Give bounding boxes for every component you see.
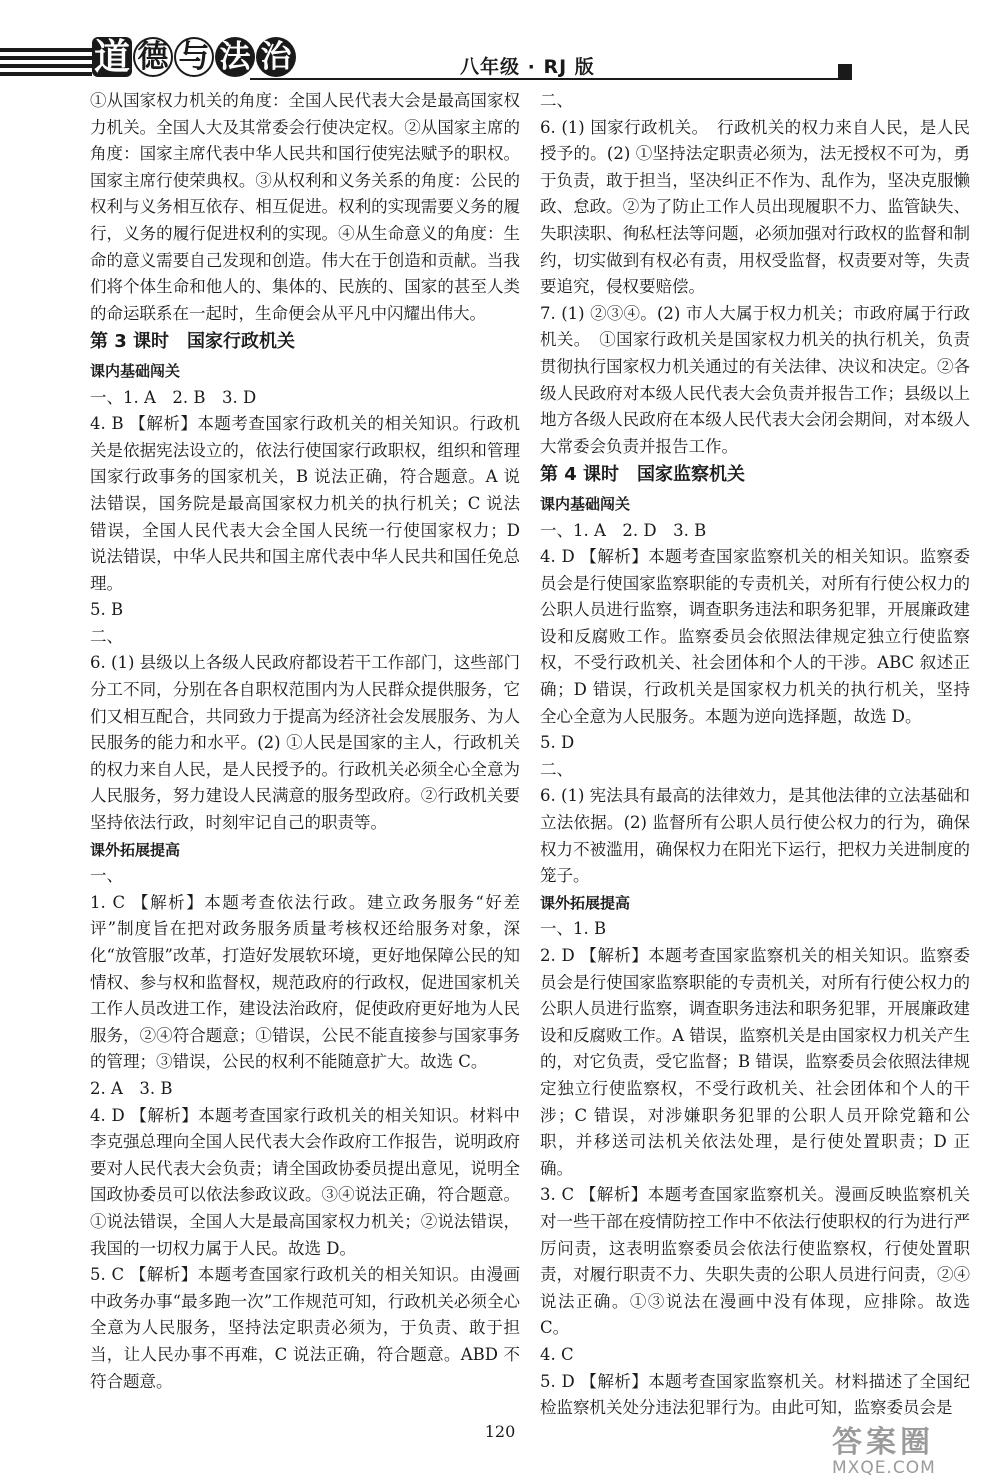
answer-paragraph: 一、1. A 2. B 3. D [90, 387, 257, 407]
answer-paragraph: 4. B 【解析】本题考查国家行政机关的相关知识。行政机关是依据宪法设立的，依法行使国家行政职权，组织和管理国家行政事务的国家机关，B 说法正确，符合题意。A 说法错误，国务院是最高国家权力机关的执行机关；C 说法错误，全国人民代表大会全国人民统一行使国家权力；D 说法错误，中华人民共和国主席代表中华人民共和国任免总理。 [90, 414, 520, 593]
page-number: 120 [484, 1422, 516, 1441]
answer-paragraph: 一、 [90, 866, 123, 886]
logo-char: 与 [174, 37, 214, 77]
watermark-stamp: 答案圈 MXQE.COM [832, 1425, 936, 1478]
answer-paragraph: 4. C [540, 1344, 574, 1364]
answer-paragraph: 1. C 【解析】本题考查依法行政。建立政务服务“好差评”制度旨在把对政务服务质量考核权还给服务对象，深化“放管服”改革，打造好发展软环境，更好地保障公民的知情权、参与权和监督权，规范政府的行政权，促进国家机关工作人员改进工作，建设法治政府，促使政府更好地为人民服务，②④符合题意；①错误，公民不能直接参与国家事务的管理；③错误，公民的权利不能随意扩大。故选 C。 [90, 892, 520, 1072]
logo-char: 治 [256, 37, 296, 77]
answer-paragraph: 2. D 【解析】本题考查国家监察机关的相关知识。监察委员会是行使国家监察职能的专责机关，对所有行使公权力的公职人员进行监察，调查职务违法和职务犯罪，开展廉政建设和反腐败工作。A 错误，监察机关是由国家权力机关产生的，对它负责，受它监督；B 错误，监察委员会依照法律规定独立行使监察权，不受行政机关、社会团体和个人的干涉；C 错误，对涉嫌职务犯罪的公职人员开除党籍和公职，并移送司法机关依法处理，是行使处置职责；D 正确。 [540, 946, 970, 1178]
answer-paragraph: 6. (1) 国家行政机关。 行政机关的权力来自人民，是人民授予的。(2) ①坚持法定职责必须为，法无授权不可为，勇于负责，敢于担当，坚决纠正不作为、乱作为，坚决克服懒政、怠政。②为了防止工作人员出现履职不力、监管缺失、失职渎职、徇私枉法等问题，必须加强对行政权的监督和制约，切实做到有权必有责，用权受监督，权责要对等，失责要追究，侵权要赔偿。 [540, 117, 970, 297]
logo-char: 德 [133, 37, 173, 77]
answer-paragraph: 二、 [540, 91, 573, 110]
subject-logo [92, 30, 297, 84]
answer-paragraph: 6. (1) 宪法具有最高的法律效力，是其他法律的立法基础和立法依据。(2) 监督所有公职人员行使公权力的行为，确保权力不被滥用，确保权力在阳光下运行，把权力关进制度的笼子。 [540, 786, 970, 886]
left-column [90, 88, 520, 1395]
answer-paragraph: 5. D 【解析】本题考查国家监察机关。材料描述了全国纪检监察机关处分违法犯罪行为。由此可知，监察委员会是 [540, 1371, 970, 1418]
answer-paragraph: 二、 [540, 759, 573, 779]
section-heading: 课内基础闯关 [540, 494, 631, 513]
right-column [540, 88, 970, 1422]
answer-paragraph: 5. D [540, 733, 575, 753]
grade-label: 八年级 · RJ 版 [460, 56, 595, 78]
lesson-title: 第 4 课时 国家监察机关 [540, 464, 746, 486]
answer-paragraph: 5. C 【解析】本题考查国家行政机关的相关知识。由漫画中政务办事“最多跑一次”工作规范可知，行政机关必须全心全意为人民服务，坚持法定职责必须为，于负责、敢于担当，让人民办事不再难，C 说法正确，符合题意。ABD 不符合题意。 [90, 1265, 520, 1391]
answer-paragraph: 二、 [90, 626, 123, 646]
section-heading: 课外拓展提高 [540, 893, 631, 912]
lesson-title: 第 3 课时 国家行政机关 [90, 331, 296, 353]
corner-mark [838, 64, 852, 80]
logo-char: 法 [215, 37, 255, 77]
answer-paragraph: ①从国家权力机关的角度：全国人民代表大会是最高国家权力机关。全国人大及其常委会行使决定权。②从国家主席的角度：国家主席代表中华人民共和国行使宪法赋予的职权。国家主席行使荣典权。③从权利和义务关系的角度：公民的权利与义务相互依存、相互促进。权利的实现需要义务的履行，义务的履行促进权利的实现。④从生命意义的角度：生命的意义需要自己发现和创造。伟大在于创造和贡献。当我们将个体生命和他人的、集体的、民族的、国家的甚至人类的命运联系在一起时，生命便会从平凡中闪耀出伟大。 [90, 91, 520, 323]
section-heading: 课外拓展提高 [90, 840, 181, 859]
answer-paragraph: 5. B [90, 600, 124, 620]
section-heading: 课内基础闯关 [90, 361, 181, 380]
page-header [0, 0, 1000, 92]
answer-paragraph: 一、1. B [540, 919, 607, 939]
logo-char: 道 [93, 36, 130, 78]
answer-paragraph: 3. C 【解析】本题考查国家监察机关。漫画反映监察机关对一些干部在疫情防控工作中不依法行使职权的行为进行严厉问责，这表明监察委员会依法行使监察权，行使处置职责，对履行职责不力、失职失责的公职人员进行问责，②④说法正确。①③说法在漫画中没有体现，应排除。故选 C。 [540, 1185, 970, 1338]
answer-paragraph: 2. A 3. B [90, 1078, 173, 1098]
header-rule [250, 78, 850, 80]
answer-paragraph: 4. D 【解析】本题考查国家行政机关的相关知识。材料中李克强总理向全国人民代表大会作政府工作报告，说明政府要对人民代表大会负责；请全国政协委员提出意见，说明全国政协委员可以依法参政议政。③④说法正确，符合题意。①说法错误，全国人大是最高国家权力机关；②说法错误，我国的一切权力属于人民。故选 D。 [90, 1105, 520, 1258]
answer-paragraph: 4. D 【解析】本题考查国家监察机关的相关知识。监察委员会是行使国家监察职能的专责机关，对所有行使公权力的公职人员进行监察，调查职务违法和职务犯罪，开展廉政建设和反腐败工作。监察委员会依照法律规定独立行使监察权，不受行政机关、社会团体和个人的干涉。ABC 叙述正确；D 错误，行政机关是国家权力机关的执行机关，坚持全心全意为人民服务。本题为逆向选择题，故选 D。 [540, 547, 970, 726]
header-stripes [0, 48, 92, 80]
answer-paragraph: 一、1. A 2. D 3. B [540, 520, 707, 540]
answer-paragraph: 7. (1) ②③④。(2) 市人大属于权力机关；市政府属于行政机关。 ①国家行政机关是国家权力机关的执行机关，负责贯彻执行国家权力机关通过的有关法律、决议和决定。②各级人民政府对本级人民代表大会负责并报告工作；县级以上地方各级人民政府在本级人民代表大会闭会期间，对本级人大常委会负责并报告工作。 [540, 303, 970, 456]
answer-paragraph: 6. (1) 县级以上各级人民政府都设若干工作部门，这些部门分工不同，分别在各自职权范围内为人民群众提供服务，它们又相互配合，共同致力于提高为经济社会发展服务、为人民服务的能力和水平。(2) ①人民是国家的主人，行政机关的权力来自人民，是人民授予的。行政机关必须全心全意为人民服务，努力建设人民满意的服务型政府。②行政机关要坚持依法行政，时刻牢记自己的职责等。 [90, 653, 520, 833]
